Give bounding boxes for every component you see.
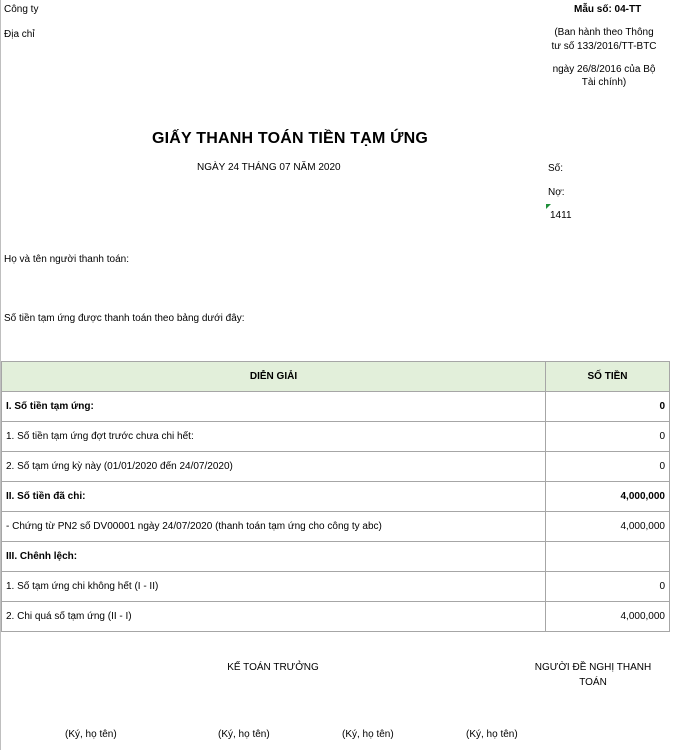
row-description: 1. Số tiền tạm ứng đợt trước chưa chi hết: — [2, 422, 546, 452]
row-description: - Chứng từ PN2 số DV00001 ngày 24/07/2020 (thanh toán tạm ứng cho công ty abc) — [2, 512, 546, 542]
table-row — [2, 512, 670, 542]
row-amount: 4,000,000 — [546, 512, 670, 542]
form-number: Mẫu số: 04-TT — [574, 4, 642, 15]
row-description: 2. Số tạm ứng kỳ này (01/01/2020 đến 24/07/2020) — [2, 452, 546, 482]
table-row — [2, 602, 670, 632]
cell-comment-marker — [546, 204, 551, 209]
issued-by-line-2: tư số 133/2016/TT-BTC — [551, 41, 657, 52]
table-row — [2, 422, 670, 452]
chief-accountant-title: KẾ TOÁN TRƯỞNG — [227, 662, 319, 673]
signature-hint: (Ký, họ tên) — [65, 729, 117, 740]
row-amount: 4,000,000 — [546, 482, 670, 512]
issued-by-line-4: Tài chính) — [581, 77, 627, 88]
address-label: Địa chỉ — [4, 29, 35, 40]
table-row — [2, 572, 670, 602]
issued-by-line-1: (Ban hành theo Thông — [554, 27, 654, 38]
row-description: 2. Chi quá số tạm ứng (II - I) — [2, 602, 546, 632]
document-title: GIẤY THANH TOÁN TIỀN TẠM ỨNG — [151, 130, 429, 147]
table-row — [2, 542, 670, 572]
payment-table — [1, 361, 670, 632]
issued-by-line-3: ngày 26/8/2016 của Bộ — [552, 64, 656, 75]
row-amount: 4,000,000 — [546, 602, 670, 632]
debit-label: Nợ: — [548, 187, 565, 198]
debit-account: 1411 — [550, 210, 572, 221]
table-row — [2, 392, 670, 422]
row-amount: 0 — [546, 392, 670, 422]
amount-intro: Số tiền tạm ứng được thanh toán theo bảng dưới đây: — [4, 313, 245, 324]
row-description: 1. Số tạm ứng chi không hết (I - II) — [2, 572, 546, 602]
row-amount: 0 — [546, 572, 670, 602]
company-label: Công ty — [4, 4, 39, 15]
row-amount: 0 — [546, 422, 670, 452]
column-header-amount: SỐ TIỀN — [546, 362, 670, 392]
row-description: III. Chênh lệch: — [2, 542, 546, 572]
signature-hint: (Ký, họ tên) — [466, 729, 518, 740]
row-amount: 0 — [546, 452, 670, 482]
signature-hint: (Ký, họ tên) — [342, 729, 394, 740]
table-row — [2, 482, 670, 512]
table-row — [2, 452, 670, 482]
requester-title-line-2: TOÁN — [579, 677, 607, 688]
date-line: NGÀY 24 THÁNG 07 NĂM 2020 — [197, 162, 341, 173]
payer-label: Họ và tên người thanh toán: — [4, 254, 129, 265]
row-description: II. Số tiền đã chi: — [2, 482, 546, 512]
column-header-description: DIỄN GIẢI — [2, 362, 546, 392]
row-amount — [546, 542, 670, 572]
row-description: I. Số tiền tạm ứng: — [2, 392, 546, 422]
requester-title-line-1: NGƯỜI ĐỀ NGHỊ THANH — [534, 662, 652, 673]
signature-hint: (Ký, họ tên) — [218, 729, 270, 740]
document-number-label: Số: — [548, 163, 564, 174]
